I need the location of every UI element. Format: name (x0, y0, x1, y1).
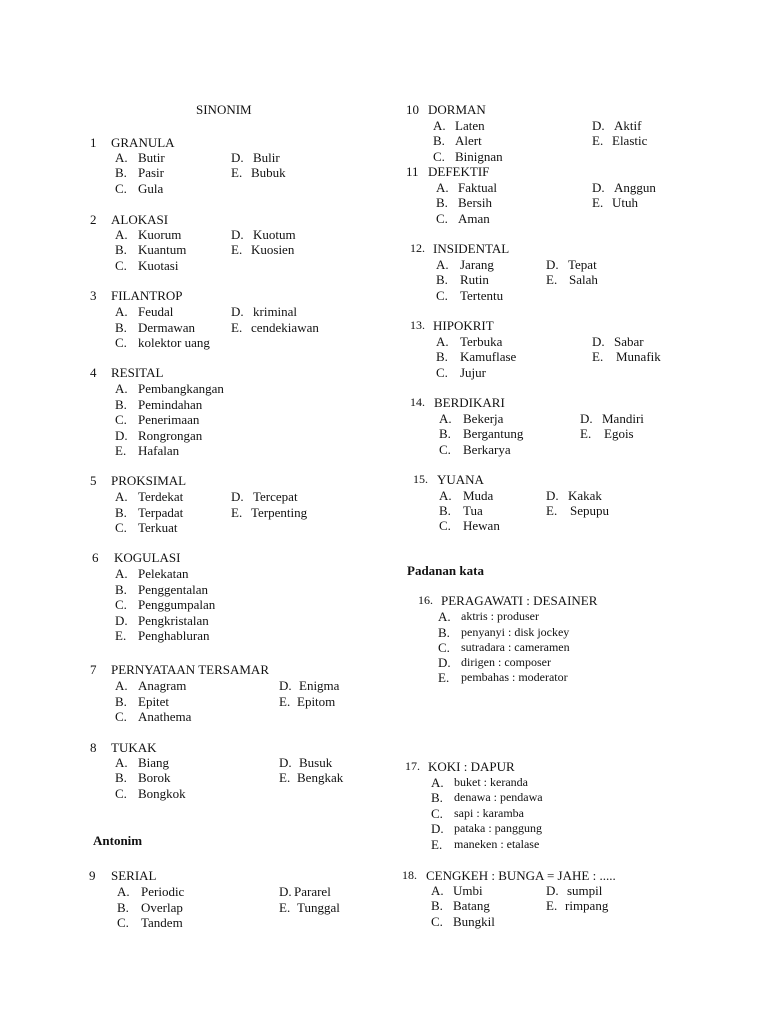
option-letter: B. (115, 397, 127, 412)
option-letter: A. (436, 257, 449, 272)
option-letter: E. (231, 320, 243, 335)
option-text: Berkarya (463, 442, 511, 457)
option-text: Pembangkangan (138, 381, 224, 396)
option-letter: B. (115, 770, 127, 785)
question-term: PERAGAWATI : DESAINER (441, 593, 598, 608)
option-text: pataka : panggung (454, 821, 542, 835)
question-term: TUKAK (111, 740, 157, 755)
option-letter: E. (592, 349, 604, 364)
question-term: BERDIKARI (434, 395, 505, 410)
option-letter: D. (279, 678, 292, 693)
option-text: Bungkil (453, 914, 495, 929)
option-letter: E. (231, 242, 243, 257)
option-text: Penggumpalan (138, 597, 216, 612)
option-text: sutradara : cameramen (461, 640, 570, 654)
option-text: Pelekatan (138, 566, 189, 581)
option-text: Bulir (253, 150, 280, 165)
option-text: Utuh (612, 195, 638, 210)
option-text: Gula (138, 181, 164, 196)
option-text: Tandem (141, 915, 183, 930)
option-letter: C. (431, 914, 443, 929)
option-text: Bergantung (463, 426, 524, 441)
option-letter: E. (279, 770, 291, 785)
option-text: Epitet (138, 694, 170, 709)
option-text: Pemindahan (138, 397, 203, 412)
option-text: Penghabluran (138, 628, 210, 643)
option-letter: C. (436, 365, 448, 380)
question-number: 9 (89, 868, 96, 883)
option-letter: B. (431, 898, 443, 913)
option-text: Penggentalan (138, 582, 209, 597)
option-text: pembahas : moderator (461, 670, 568, 684)
question-number: 5 (90, 473, 97, 488)
option-letter: C. (438, 640, 450, 655)
question-term: PERNYATAAN TERSAMAR (111, 662, 269, 677)
option-text: Jarang (460, 257, 494, 272)
option-letter: C. (115, 181, 127, 196)
option-text: Busuk (299, 755, 333, 770)
option-text: Elastic (612, 133, 648, 148)
option-letter: E. (580, 426, 592, 441)
option-letter: C. (117, 915, 129, 930)
option-letter: E. (231, 165, 243, 180)
option-letter: E. (115, 628, 127, 643)
question-term: RESITAL (111, 365, 164, 380)
option-letter: A. (117, 884, 130, 899)
question-term: SERIAL (111, 868, 157, 883)
option-text: Dermawan (138, 320, 196, 335)
option-text: Alert (455, 133, 482, 148)
option-letter: A. (115, 227, 128, 242)
option-letter: E. (592, 195, 604, 210)
option-letter: B. (436, 272, 448, 287)
option-letter: B. (115, 320, 127, 335)
option-letter: B. (115, 505, 127, 520)
option-text: Mandiri (602, 411, 644, 426)
question-term: DEFEKTIF (428, 164, 490, 179)
option-text: Tercepat (253, 489, 298, 504)
option-letter: B. (438, 625, 450, 640)
option-letter: E. (115, 443, 127, 458)
option-letter: B. (439, 503, 451, 518)
option-text: Anagram (138, 678, 187, 693)
option-letter: B. (115, 694, 127, 709)
option-text: Bengkak (297, 770, 344, 785)
option-letter: D. (279, 755, 292, 770)
option-text: Bersih (458, 195, 492, 210)
option-letter: E. (231, 505, 243, 520)
question-number: 12. (410, 241, 425, 255)
option-text: Terbuka (460, 334, 503, 349)
option-letter: E. (546, 272, 558, 287)
option-text: Munafik (616, 349, 661, 364)
question-number: 18. (402, 868, 417, 882)
option-letter: C. (115, 786, 127, 801)
option-text: Periodic (141, 884, 185, 899)
option-letter: D. (546, 488, 559, 503)
option-letter: C. (433, 149, 445, 164)
question-term: INSIDENTAL (433, 241, 510, 256)
option-text: Aman (458, 211, 490, 226)
option-text: cendekiawan (251, 320, 319, 335)
option-text: Hewan (463, 518, 500, 533)
option-text: Salah (569, 272, 598, 287)
option-text: Enigma (299, 678, 340, 693)
question-number: 2 (90, 212, 97, 227)
option-letter: D. (546, 883, 559, 898)
option-letter: A. (115, 304, 128, 319)
option-letter: A. (115, 150, 128, 165)
option-text: kolektor uang (138, 335, 210, 350)
option-text: Sabar (614, 334, 644, 349)
question-number: 13. (410, 318, 425, 332)
option-letter: E. (279, 900, 291, 915)
question-number: 1 (90, 135, 97, 150)
option-letter: D. (431, 821, 444, 836)
option-text: Overlap (141, 900, 183, 915)
question-term: YUANA (437, 472, 484, 487)
option-text: Batang (453, 898, 490, 913)
option-text: Muda (463, 488, 494, 503)
option-letter: A. (436, 180, 449, 195)
option-letter: E. (546, 503, 558, 518)
section-title-sinonim: SINONIM (196, 102, 252, 117)
option-letter: C. (115, 335, 127, 350)
option-letter: B. (115, 165, 127, 180)
option-text: Egois (604, 426, 634, 441)
option-letter: C. (439, 518, 451, 533)
option-text: Pasir (138, 165, 164, 180)
option-text: Bekerja (463, 411, 504, 426)
option-letter: D. (279, 884, 292, 899)
option-text: Pararel (294, 884, 331, 899)
option-text: Hafalan (138, 443, 180, 458)
question-number: 8 (90, 740, 97, 755)
question-number: 14. (410, 395, 425, 409)
option-text: Rutin (460, 272, 489, 287)
option-text: sapi : karamba (454, 806, 524, 820)
option-letter: D. (115, 613, 128, 628)
question-term: FILANTROP (111, 288, 183, 303)
option-text: Terkuat (138, 520, 178, 535)
option-letter: D. (231, 150, 244, 165)
option-letter: C. (436, 211, 448, 226)
option-text: Kuantum (138, 242, 187, 257)
option-text: Kuotasi (138, 258, 179, 273)
option-text: Kuosien (251, 242, 295, 257)
option-text: Bongkok (138, 786, 186, 801)
question-number: 6 (92, 550, 99, 565)
question-term: DORMAN (428, 102, 486, 117)
question-number: 10 (406, 102, 419, 117)
option-text: Binignan (455, 149, 503, 164)
option-text: Faktual (458, 180, 497, 195)
option-letter: D. (592, 334, 605, 349)
option-text: Pengkristalan (138, 613, 209, 628)
option-text: buket : keranda (454, 775, 528, 789)
option-letter: E. (592, 133, 604, 148)
option-text: Epitom (297, 694, 336, 709)
option-letter: C. (436, 288, 448, 303)
option-letter: D. (231, 304, 244, 319)
question-number: 4 (90, 365, 97, 380)
question-number: 11 (406, 164, 419, 179)
option-letter: A. (115, 489, 128, 504)
option-text: Kuorum (138, 227, 182, 242)
option-text: Penerimaan (138, 412, 200, 427)
option-text: Tertentu (460, 288, 504, 303)
option-letter: D. (231, 489, 244, 504)
option-letter: B. (436, 195, 448, 210)
option-letter: A. (431, 883, 444, 898)
option-letter: E. (279, 694, 291, 709)
option-text: rimpang (565, 898, 609, 913)
option-letter: C. (439, 442, 451, 457)
section-title-antonim: Antonim (93, 833, 143, 848)
option-text: Tua (463, 503, 483, 518)
option-text: Biang (138, 755, 170, 770)
option-letter: C. (115, 258, 127, 273)
option-text: Kakak (568, 488, 602, 503)
option-text: sumpil (567, 883, 603, 898)
option-text: Sepupu (570, 503, 609, 518)
option-text: Borok (138, 770, 171, 785)
option-letter: B. (439, 426, 451, 441)
option-letter: D. (115, 428, 128, 443)
option-text: Aktif (614, 118, 642, 133)
option-letter: A. (115, 381, 128, 396)
question-number: 16. (418, 593, 433, 607)
option-text: Tunggal (297, 900, 340, 915)
option-text: kriminal (253, 304, 298, 319)
question-number: 15. (413, 472, 428, 486)
option-letter: E. (546, 898, 558, 913)
option-letter: C. (115, 520, 127, 535)
option-letter: A. (115, 755, 128, 770)
option-text: Kuotum (253, 227, 296, 242)
option-text: Tepat (568, 257, 597, 272)
option-letter: C. (431, 806, 443, 821)
option-letter: A. (431, 775, 444, 790)
option-text: maneken : etalase (454, 837, 540, 851)
question-term: ALOKASI (111, 212, 169, 227)
option-text: Rongrongan (138, 428, 203, 443)
option-letter: A. (115, 566, 128, 581)
option-letter: A. (439, 488, 452, 503)
question-term: GRANULA (111, 135, 175, 150)
option-letter: E. (431, 837, 443, 852)
option-letter: A. (115, 678, 128, 693)
option-letter: E. (438, 670, 450, 685)
option-letter: D. (231, 227, 244, 242)
option-text: Feudal (138, 304, 174, 319)
question-term: KOGULASI (114, 550, 181, 565)
option-letter: A. (433, 118, 446, 133)
question-term: CENGKEH : BUNGA = JAHE : ..... (426, 868, 616, 883)
option-letter: D. (438, 655, 451, 670)
question-term: KOKI : DAPUR (428, 759, 515, 774)
option-letter: B. (117, 900, 129, 915)
option-text: penyanyi : disk jockey (461, 625, 570, 639)
option-text: aktris : produser (461, 609, 539, 623)
option-text: Jujur (460, 365, 486, 380)
option-text: Terdekat (138, 489, 184, 504)
option-letter: A. (438, 609, 451, 624)
option-text: denawa : pendawa (454, 790, 543, 804)
option-text: Umbi (453, 883, 483, 898)
option-text: Bubuk (251, 165, 286, 180)
option-text: Terpenting (251, 505, 308, 520)
option-text: dirigen : composer (461, 655, 551, 669)
option-letter: A. (436, 334, 449, 349)
option-text: Kamuflase (460, 349, 517, 364)
section-title-padanan-kata: Padanan kata (407, 563, 484, 578)
option-text: Butir (138, 150, 165, 165)
question-term: HIPOKRIT (433, 318, 494, 333)
option-letter: D. (592, 118, 605, 133)
option-letter: B. (431, 790, 443, 805)
question-number: 17. (405, 759, 420, 773)
option-letter: D. (546, 257, 559, 272)
option-text: Anathema (138, 709, 192, 724)
option-letter: A. (439, 411, 452, 426)
option-letter: D. (592, 180, 605, 195)
option-letter: C. (115, 597, 127, 612)
question-term: PROKSIMAL (111, 473, 187, 488)
option-letter: B. (115, 582, 127, 597)
option-letter: B. (115, 242, 127, 257)
option-text: Terpadat (138, 505, 184, 520)
question-number: 7 (90, 662, 97, 677)
option-text: Laten (455, 118, 485, 133)
option-text: Anggun (614, 180, 656, 195)
option-letter: C. (115, 412, 127, 427)
option-letter: B. (436, 349, 448, 364)
question-number: 3 (90, 288, 97, 303)
option-letter: B. (433, 133, 445, 148)
option-letter: C. (115, 709, 127, 724)
option-letter: D. (580, 411, 593, 426)
